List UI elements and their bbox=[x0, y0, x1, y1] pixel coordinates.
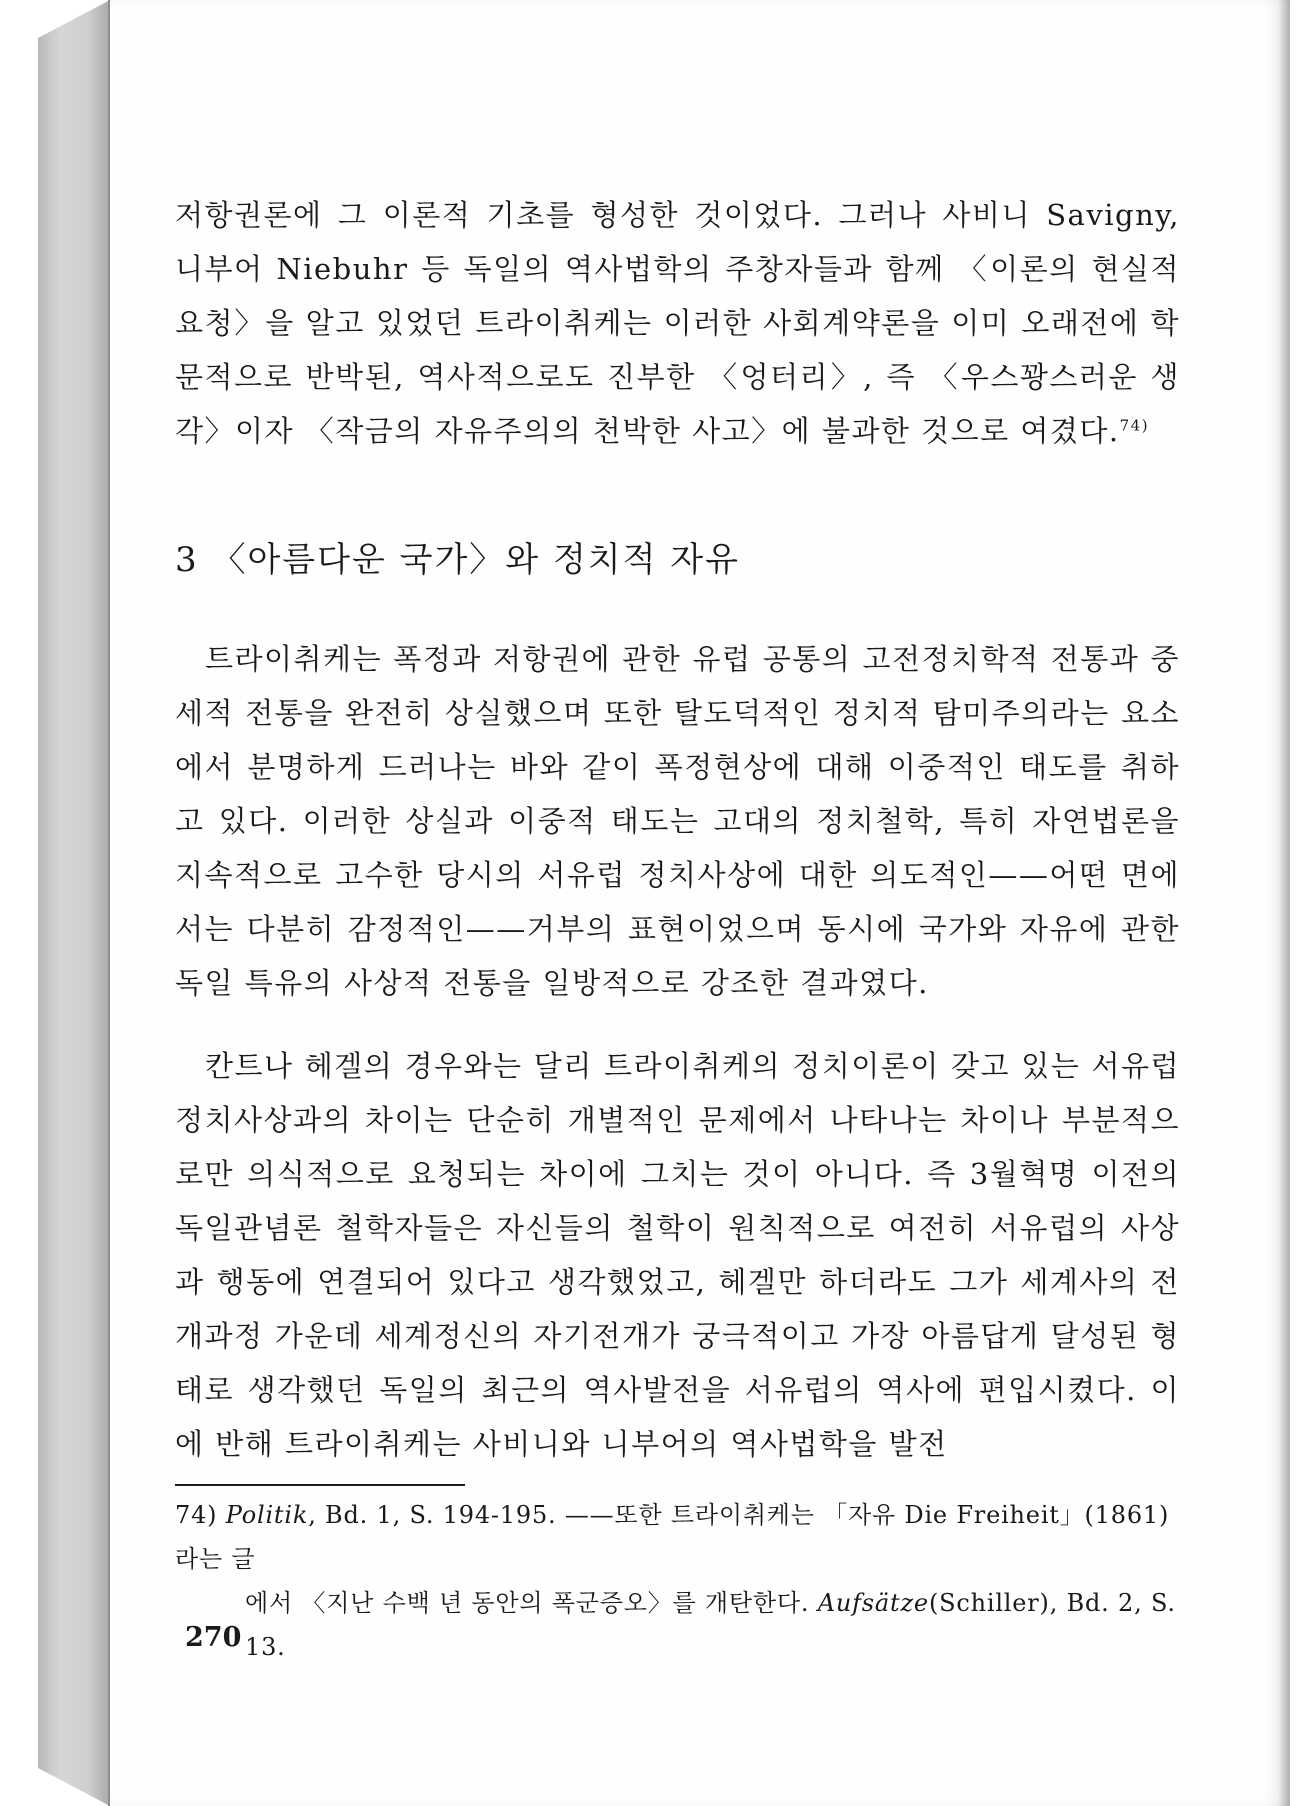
footnote-text-1: , Bd. 1, S. 194-195. ——또한 트라이취케는 「자유 Die Freiheit」(1861)라는 글 bbox=[175, 1501, 1170, 1573]
page-number: 270 bbox=[185, 1622, 242, 1653]
footnote-74 bbox=[175, 1493, 1180, 1669]
footnote-text-3: (Schiller), Bd. 2, S. 13. bbox=[245, 1589, 1176, 1661]
paragraph-2: 트라이취케는 폭정과 저항권에 관한 유럽 공통의 고전정치학적 전통과 중세적 전통을 완전히 상실했으며 또한 탈도덕적인 정치적 탐미주의라는 요소에서 분명하게 드러나는 바와 같이 폭정현상에 대해 이중적인 태도를 취하고 있다. 이러한 상실과 이중적 태도는 고대의 정치철학, 특히 자연법론을 지속적으로 고수한 당시의 서유럽 정치사상에 대한 의도적인——어떤 면에서는 다분히 감정적인——거부의 표현이었으며 동시에 국가와 자유에 관한 독일 특유의 사상적 전통을 일방적으로 강조한 결과였다. bbox=[175, 642, 1180, 1000]
footnote-divider bbox=[175, 1484, 465, 1486]
section-heading: 3 〈아름다운 국가〉와 정치적 자유 bbox=[175, 540, 740, 580]
footnote-text-2: 에서 〈지난 수백 년 동안의 폭군증오〉를 개탄한다. bbox=[245, 1589, 818, 1617]
book-spine bbox=[38, 0, 110, 1806]
paragraph-1 bbox=[175, 188, 1180, 458]
footnote-number: 74) bbox=[175, 1501, 218, 1529]
paragraph-1-text: 저항권론에 그 이론적 기초를 형성한 것이었다. 그러나 사비니 Savigny, 니부어 Niebuhr 등 독일의 역사법학의 주창자들과 함께 〈이론의 현실적 요청〉을 알고 있었던 트라이취케는 이러한 사회계약론을 이미 오래전에 학문적으로 반박된, 역사적으로도 진부한 〈엉터리〉, 즉 〈우스꽝스러운 생각〉이자 〈작금의 자유주의의 천박한 사고〉에 불과한 것으로 여겼다. bbox=[175, 198, 1180, 448]
paragraph-3: 칸트나 헤겔의 경우와는 달리 트라이취케의 정치이론이 갖고 있는 서유럽 정치사상과의 차이는 단순히 개별적인 문제에서 나타나는 차이나 부분적으로만 의식적으로 요청되는 차이에 그치는 것이 아니다. 즉 3월혁명 이전의 독일관념론 철학자들은 자신들의 철학이 원칙적으로 여전히 서유럽의 사상과 행동에 연결되어 있다고 생각했었고, 헤겔만 하더라도 그가 세계사의 전개과정 가운데 세계정신의 자기전개가 궁극적이고 가장 아름답게 달성된 형태로 생각했던 독일의 최근의 역사발전을 서유럽의 역사에 편입시켰다. 이에 반해 트라이취케는 사비니와 니부어의 역사법학을 발전 bbox=[175, 1049, 1180, 1461]
page-edge-shadow bbox=[1278, 0, 1290, 1806]
footnote-line-2 bbox=[175, 1581, 1180, 1669]
footnote-ref-74: 74) bbox=[1119, 416, 1150, 435]
footnote-work-2: Aufsätze bbox=[817, 1589, 929, 1617]
footnote-line-1 bbox=[175, 1493, 1180, 1581]
footnote-work-1: Politik bbox=[225, 1501, 309, 1529]
